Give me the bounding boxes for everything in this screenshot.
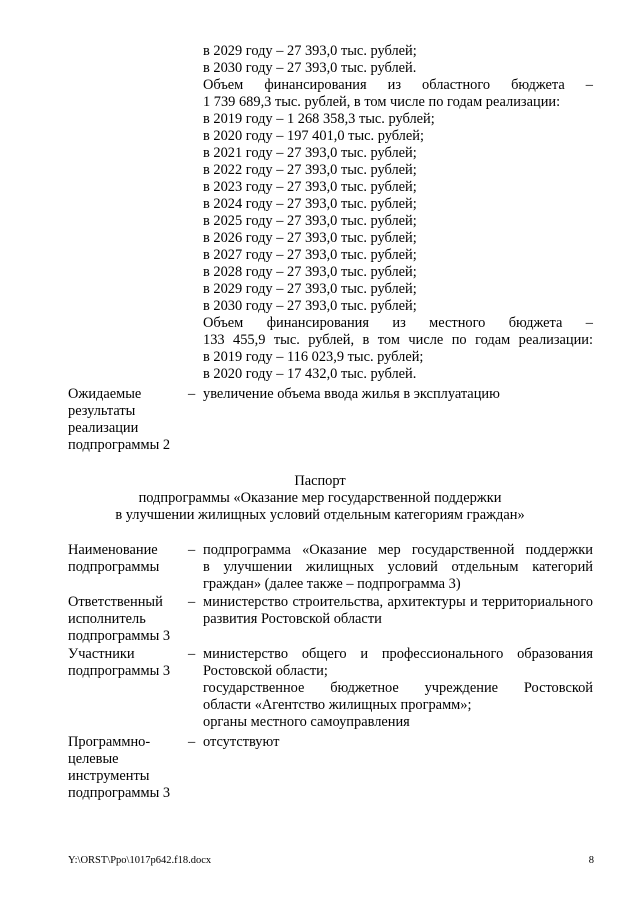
passport-subtitle-line: в улучшении жилищных условий отдельным категориям граждан» (115, 507, 525, 523)
row-label: инструменты (68, 768, 150, 784)
text-line: в 2026 году – 27 393,0 тыс. рублей; (203, 230, 417, 246)
text-line: подпрограмма «Оказание мер государственной поддержки (203, 542, 593, 558)
row-label: подпрограммы 3 (68, 628, 171, 644)
row-label: Участники (68, 646, 135, 662)
row-label: исполнитель (68, 611, 146, 627)
text-line: отсутствуют (203, 734, 280, 750)
text-line: области «Агентство жилищных программ»; (203, 697, 472, 713)
row-label: подпрограммы 2 (68, 437, 171, 453)
text-line: в 2030 году – 27 393,0 тыс. рублей. (203, 60, 417, 76)
text-line: в улучшении жилищных условий отдельным категорий (203, 559, 593, 575)
text-line: Объем финансирования из местного бюджета – (203, 315, 593, 331)
row-label: реализации (68, 420, 139, 436)
text-line: в 2022 году – 27 393,0 тыс. рублей; (203, 162, 417, 178)
text-line: в 2021 году – 27 393,0 тыс. рублей; (203, 145, 417, 161)
text-line: в 2029 году – 27 393,0 тыс. рублей; (203, 43, 417, 59)
row-dash: – (188, 594, 196, 610)
row-label: подпрограммы 3 (68, 663, 171, 679)
text-line: в 2027 году – 27 393,0 тыс. рублей; (203, 247, 417, 263)
text-line: в 2029 году – 27 393,0 тыс. рублей; (203, 281, 417, 297)
row-label: Наименование (68, 542, 158, 558)
text-line: министерство общего и профессионального образования (203, 646, 593, 662)
text-line: в 2020 году – 197 401,0 тыс. рублей; (203, 128, 424, 144)
text-line: Объем финансирования из областного бюджета – (203, 77, 593, 93)
text-line: 1 739 689,3 тыс. рублей, в том числе по годам реализации: (203, 94, 561, 110)
text-line: органы местного самоуправления (203, 714, 410, 730)
text-line: министерство строительства, архитектуры и территориального (203, 594, 593, 610)
row-label: Программно- (68, 734, 151, 750)
text-line: в 2024 году – 27 393,0 тыс. рублей; (203, 196, 417, 212)
text-line: 133 455,9 тыс. рублей, в том числе по годам реализации: (203, 332, 593, 348)
text-line: в 2023 году – 27 393,0 тыс. рублей; (203, 179, 417, 195)
row-label: целевые (68, 751, 119, 767)
text-line: в 2028 году – 27 393,0 тыс. рублей; (203, 264, 417, 280)
row-dash: – (188, 646, 196, 662)
row-label: подпрограммы 3 (68, 785, 171, 801)
row-label: результаты (68, 403, 136, 419)
row-dash: – (188, 386, 196, 402)
row-label: Ответственный (68, 594, 163, 610)
footer-page-number: 8 (588, 855, 594, 866)
text-line: граждан» (далее также – подпрограмма 3) (203, 576, 461, 592)
text-line: государственное бюджетное учреждение Ростовской (203, 680, 593, 696)
text-line: в 2020 году – 17 432,0 тыс. рублей. (203, 366, 417, 382)
row-dash: – (188, 542, 196, 558)
text-line: Ростовской области; (203, 663, 328, 679)
text-line: развития Ростовской области (203, 611, 382, 627)
row-label: Ожидаемые (68, 386, 142, 402)
row-label: подпрограммы (68, 559, 160, 575)
text-line: в 2025 году – 27 393,0 тыс. рублей; (203, 213, 417, 229)
row-dash: – (188, 734, 196, 750)
text-line: в 2019 году – 1 268 358,3 тыс. рублей; (203, 111, 435, 127)
passport-subtitle-line: подпрограммы «Оказание мер государственной поддержки (138, 490, 502, 506)
text-line: увеличение объема ввода жилья в эксплуатацию (203, 386, 500, 402)
footer-file-path: Y:\ORST\Ppo\1017p642.f18.docx (68, 855, 212, 866)
text-line: в 2030 году – 27 393,0 тыс. рублей; (203, 298, 417, 314)
text-line: в 2019 году – 116 023,9 тыс. рублей; (203, 349, 424, 365)
passport-heading: Паспорт (294, 473, 346, 489)
